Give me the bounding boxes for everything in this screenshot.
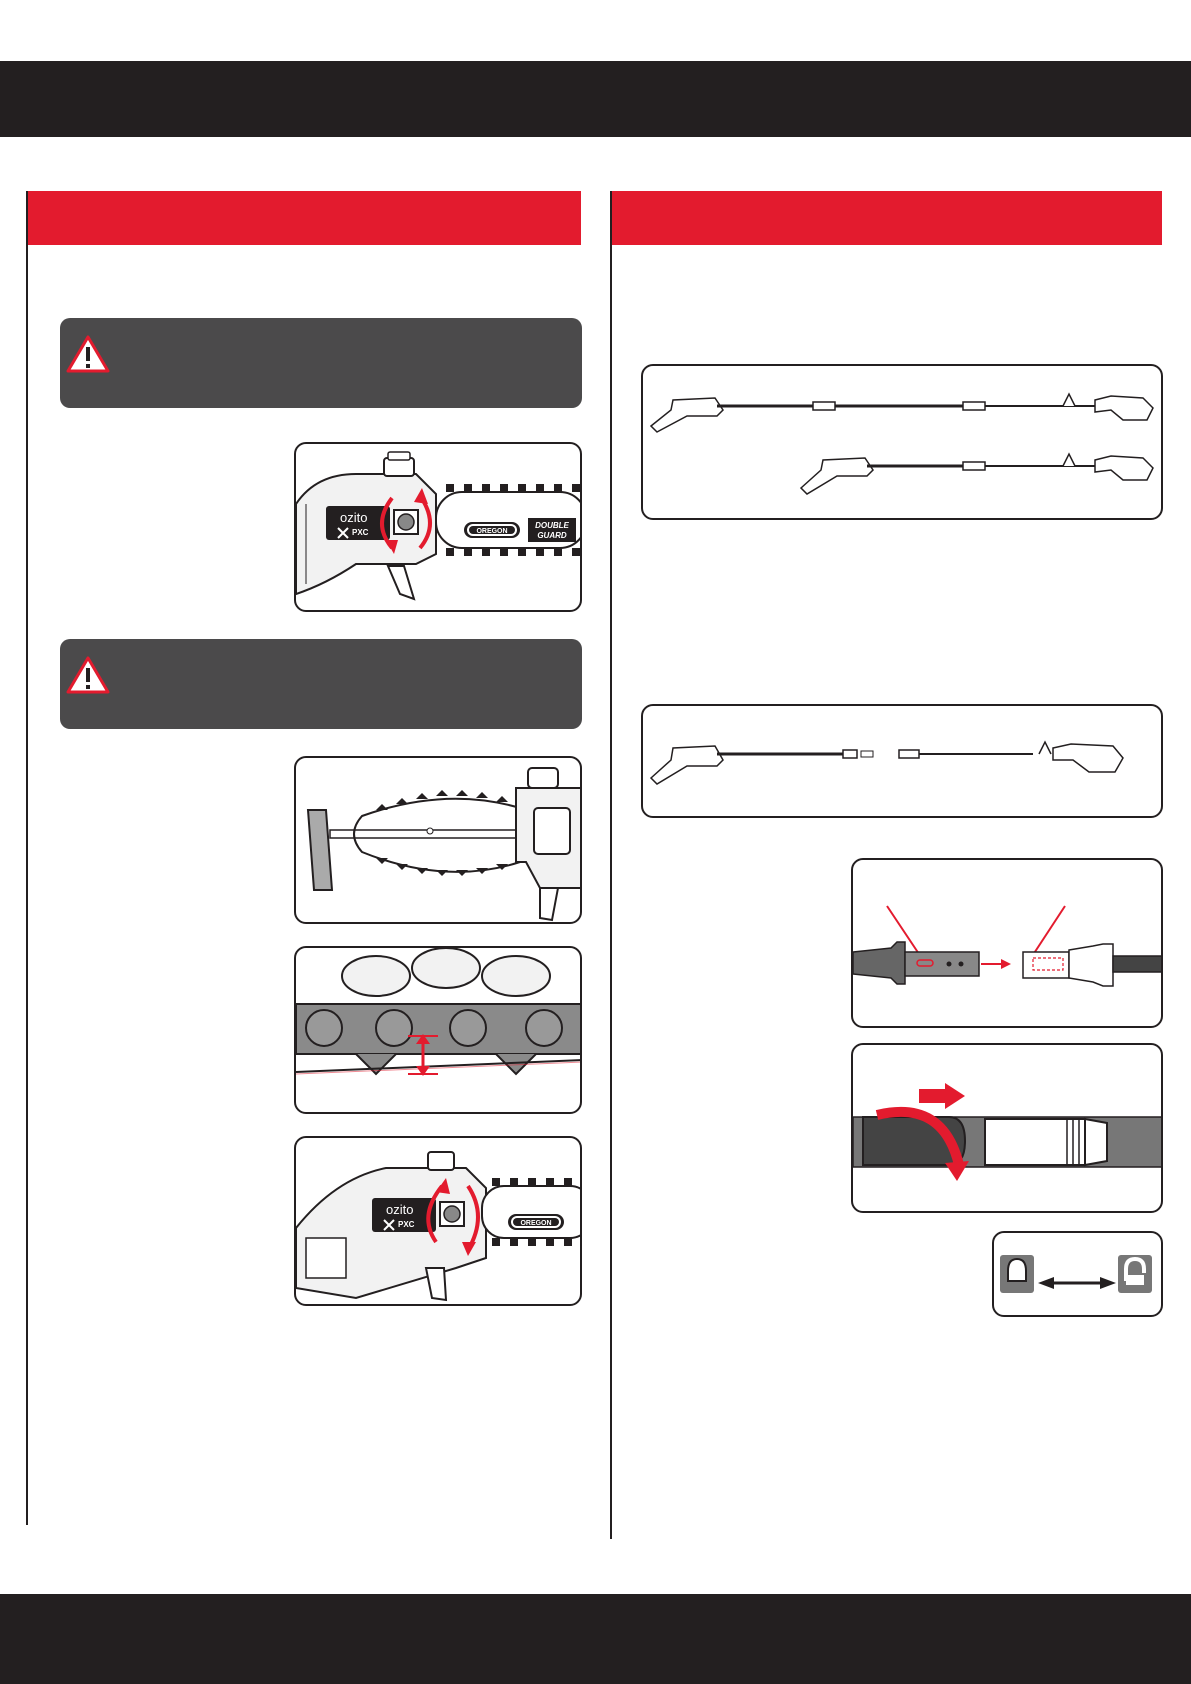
page-header-bar	[0, 61, 1191, 137]
figure-chain-gap-art	[296, 948, 582, 1114]
ozito-logo-text: ozito	[340, 510, 368, 525]
warning-triangle-icon	[66, 334, 110, 374]
figure-twist-lock-art	[853, 1045, 1163, 1213]
page-footer-bar	[0, 1594, 1191, 1684]
left-column-rule	[26, 191, 28, 1525]
ozito-logo-text: ozito	[386, 1202, 414, 1217]
figure-chain-tension-art	[296, 758, 582, 924]
figure-lock-unlock-symbols	[992, 1231, 1163, 1317]
warning-box-2	[60, 639, 582, 729]
oregon-logo-text: OREGON	[520, 1220, 552, 1227]
oregon-logo-text: OREGON	[476, 528, 508, 535]
figure-chain-gap	[294, 946, 582, 1114]
right-section-header	[612, 191, 1162, 245]
figure-pole-saw-lengths	[641, 364, 1163, 520]
figure-lock-unlock-symbols-art	[994, 1233, 1163, 1317]
figure-pole-saw-lengths-art	[643, 366, 1163, 520]
figure-chain-tension	[294, 756, 582, 924]
left-section-header	[28, 191, 581, 245]
figure-twist-lock	[851, 1043, 1163, 1213]
figure-connector-align	[851, 858, 1163, 1028]
lock-icon	[1000, 1255, 1034, 1293]
warning-triangle-icon	[66, 655, 110, 695]
unlock-icon	[1118, 1255, 1152, 1293]
right-column-rule	[610, 191, 612, 1539]
double-guard-line1: DOUBLE	[535, 521, 569, 530]
figure-tighten-bar-nut-art	[296, 1138, 582, 1306]
pxc-logo-text: PXC	[352, 528, 369, 537]
figure-loosen-bar-nut	[294, 442, 582, 612]
double-guard-line2: GUARD	[537, 531, 567, 540]
figure-loosen-bar-nut-art	[296, 444, 582, 612]
figure-pole-saw-sections-art	[643, 706, 1163, 818]
figure-pole-saw-sections	[641, 704, 1163, 818]
double-arrow-icon	[1038, 1277, 1116, 1289]
warning-box-1	[60, 318, 582, 408]
figure-tighten-bar-nut	[294, 1136, 582, 1306]
pxc-logo-text: PXC	[398, 1220, 415, 1229]
figure-connector-align-art	[853, 860, 1163, 1028]
